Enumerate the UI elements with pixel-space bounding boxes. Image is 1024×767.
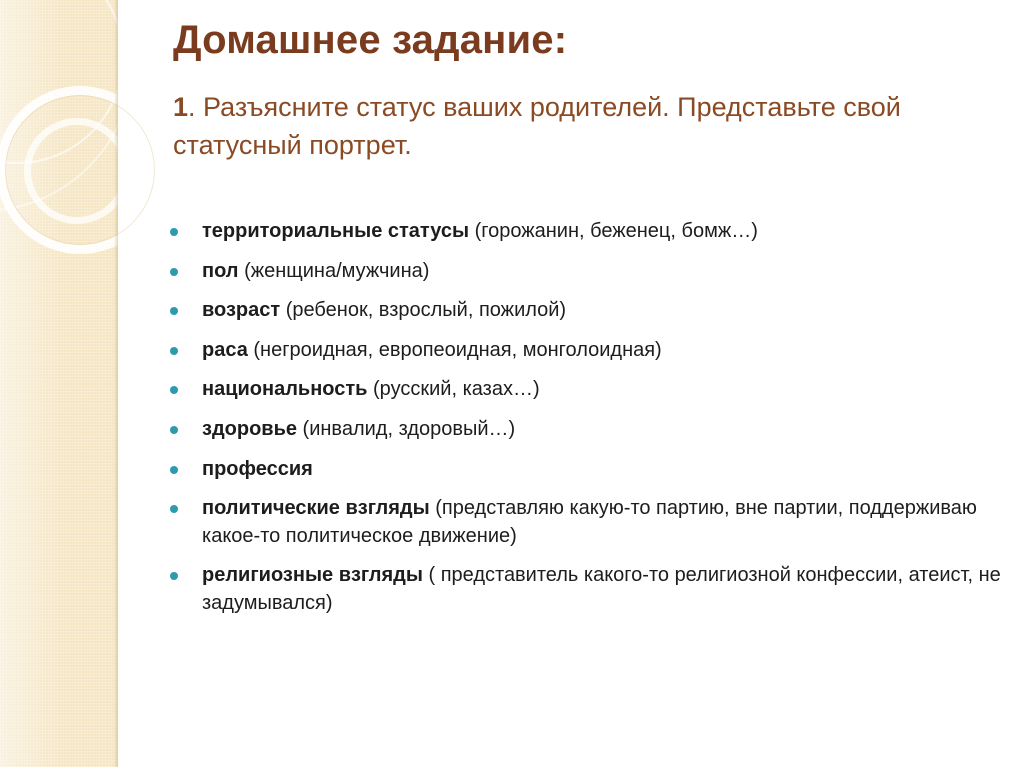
list-item-term: политические взгляды bbox=[202, 497, 430, 520]
list-item-detail: (русский, казах…) bbox=[367, 378, 540, 401]
list-item-term: раса bbox=[202, 338, 248, 361]
list-item-term: религиозные взгляды bbox=[202, 564, 423, 587]
subtitle-text: . Разъясните статус ваших родителей. Представьте свой статусный портрет. bbox=[173, 92, 901, 161]
decorative-ring-small bbox=[24, 118, 130, 224]
list-item bbox=[156, 218, 1006, 246]
list-item-detail: (ребенок, взрослый, пожилой) bbox=[280, 299, 567, 322]
list-item-term: территориальные статусы bbox=[202, 220, 470, 242]
list-item-term: здоровье bbox=[202, 417, 297, 440]
bullet-dot-icon bbox=[170, 426, 178, 434]
list-item bbox=[156, 456, 1006, 484]
list-item-detail: (женщина/мужчина) bbox=[238, 259, 430, 282]
list-item-detail: ( представитель какого-то религиозной конфессии, атеист, не задумывался) bbox=[202, 564, 1001, 614]
bullet-dot-icon bbox=[170, 466, 178, 474]
list-item-term: национальность bbox=[202, 378, 368, 401]
list-item-term: пол bbox=[202, 259, 239, 282]
bullet-dot-icon bbox=[170, 347, 178, 355]
list-item-term: профессия bbox=[202, 457, 313, 480]
bullet-dot-icon bbox=[170, 268, 178, 276]
bullet-list bbox=[156, 218, 1006, 630]
list-item-detail: (горожанин, беженец, бомж…) bbox=[469, 220, 758, 242]
list-item-detail: (представляю какую-то партию, вне партии, поддерживаю какое-то политическое движение) bbox=[202, 497, 977, 547]
list-item bbox=[156, 416, 1006, 444]
slide-title: Домашнее задание: bbox=[173, 18, 568, 62]
list-item bbox=[156, 376, 1006, 404]
list-item bbox=[156, 258, 1006, 286]
list-item bbox=[156, 495, 1006, 550]
bullet-dot-icon bbox=[170, 307, 178, 315]
list-item bbox=[156, 297, 1006, 325]
list-item bbox=[156, 337, 1006, 365]
subtitle-number: 1 bbox=[173, 92, 189, 122]
bullet-dot-icon bbox=[170, 228, 178, 236]
decorative-left-band bbox=[0, 0, 118, 767]
bullet-dot-icon bbox=[170, 505, 178, 513]
bullet-dot-icon bbox=[170, 386, 178, 394]
list-item bbox=[156, 562, 1006, 617]
list-item-detail: (негроидная, европеоидная, монголоидная) bbox=[247, 338, 662, 361]
slide-subtitle bbox=[173, 88, 993, 165]
list-item-term: возраст bbox=[202, 299, 281, 322]
list-item-detail: (инвалид, здоровый…) bbox=[297, 417, 516, 440]
bullet-dot-icon bbox=[170, 572, 178, 580]
slide-content bbox=[118, 0, 1024, 767]
